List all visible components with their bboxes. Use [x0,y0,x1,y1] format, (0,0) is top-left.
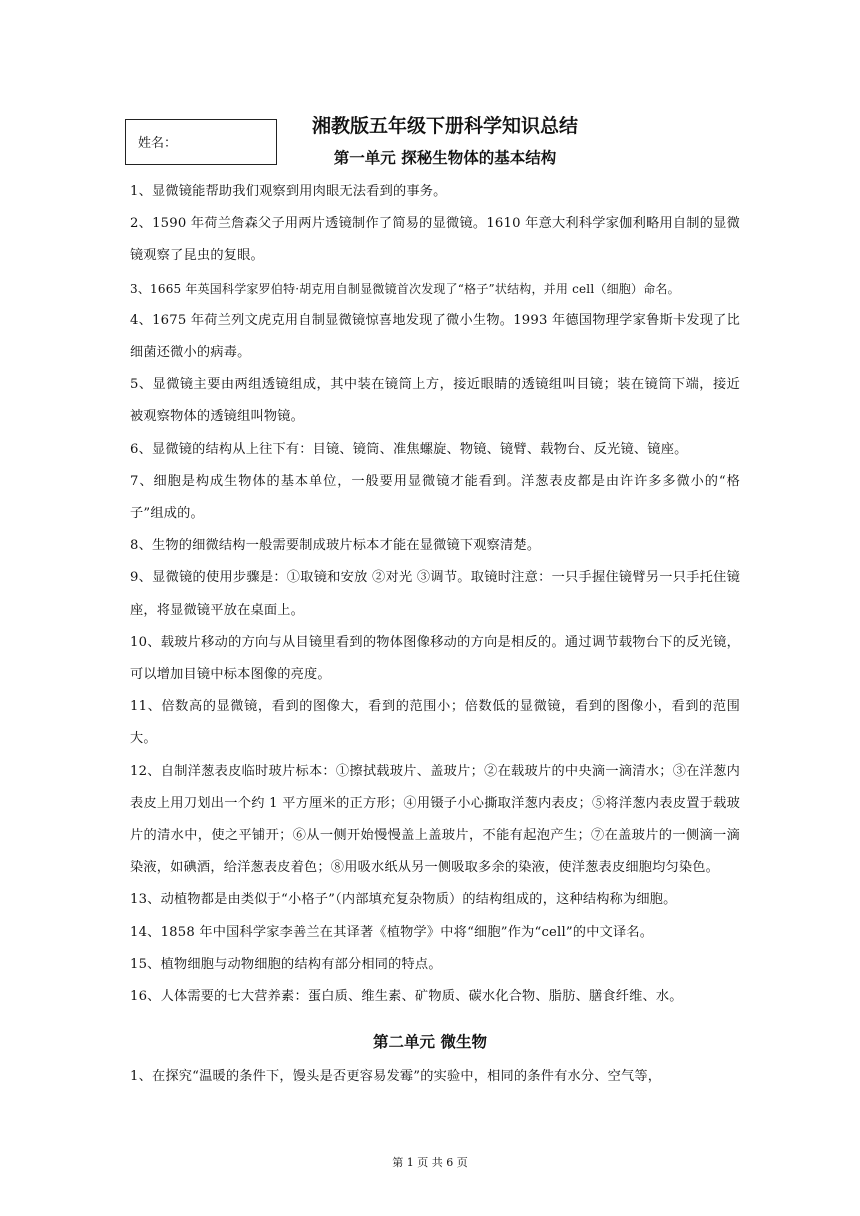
list-item: 14、1858 年中国科学家李善兰在其译著《植物学》中将“细胞”作为“cell”的中文译名。 [130,924,654,940]
list-item: 13、动植物都是由类似于“小格子”（内部填充复杂物质）的结构组成的，这种结构称为细胞。 [130,892,677,908]
unit1-item-list [130,176,740,1013]
list-item: 5、显微镜主要由两组透镜组成，其中装在镜筒上方，接近眼睛的透镜组叫目镜；装在镜筒下端，接近被观察物体的透镜组叫物镜。 [130,377,740,425]
unit1-title: 第一单元 探秘生物体的基本结构 [333,149,557,167]
list-item: 9、显微镜的使用步骤是：①取镜和安放 ②对光 ③调节。取镜时注意：一只手握住镜臂另一只手托住镜座，将显微镜平放在桌面上。 [130,570,740,618]
list-item: 15、植物细胞与动物细胞的结构有部分相同的特点。 [130,956,442,972]
list-item: 2、1590 年荷兰詹森父子用两片透镜制作了简易的显微镜。1610 年意大利科学家伽利略用自制的显微镜观察了昆虫的复眼。 [130,216,740,264]
list-item: 1、在探究“温暖的条件下，馒头是否更容易发霉”的实验中，相同的条件有水分、空气等， [130,1069,662,1084]
unit2-title: 第二单元 微生物 [373,1033,487,1051]
list-item: 6、显微镜的结构从上往下有：目镜、镜筒、准焦螺旋、物镜、镜臂、载物台、反光镜、镜座。 [130,441,688,457]
list-item: 1、显微镜能帮助我们观察到用肉眼无法看到的事务。 [130,184,447,199]
name-label: 姓名： [138,136,178,151]
list-item: 3、1665 年英国科学家罗伯特·胡克用自制显微镜首次发现了“格子”状结构，并用 cell（细胞）命名。 [130,281,680,296]
list-item: 11、倍数高的显微镜，看到的图像大，看到的范围小；倍数低的显微镜，看到的图像小，看到的范围大。 [130,699,740,747]
document-title: 湘教版五年级下册科学知识总结 [311,115,578,137]
list-item: 12、自制洋葱表皮临时玻片标本：①擦拭载玻片、盖玻片；②在载玻片的中央滴一滴清水；③在洋葱内表皮上用刀划出一个约 1 平方厘米的正方形；④用镊子小心撕取洋葱内表皮；⑤将洋葱内表皮置于载玻片的清水中，使之平铺开；⑥从一侧开始慢慢盖上盖玻片，不能有起泡产生；⑦在盖玻片的一侧滴一滴染液，如碘酒，给洋葱表皮着色；⑧用吸水纸从另一侧吸取多余的染液，使洋葱表皮细胞均匀染色。 [130,763,740,876]
page-number: 第 1 页 共 6 页 [392,1156,468,1169]
list-item: 10、载玻片移动的方向与从目镜里看到的物体图像移动的方向是相反的。通过调节载物台下的反光镜，可以增加目镜中标本图像的亮度。 [130,634,740,683]
list-item: 8、生物的细微结构一般需要制成玻片标本才能在显微镜下观察清楚。 [130,538,541,554]
list-item: 4、1675 年荷兰列文虎克用自制显微镜惊喜地发现了微小生物。1993 年德国物理学家鲁斯卡发现了比细菌还微小的病毒。 [130,312,740,361]
list-item: 16、人体需要的七大营养素：蛋白质、维生素、矿物质、碳水化合物、脂肪、膳食纤维、水。 [130,989,683,1005]
list-item: 7、细胞是构成生物体的基本单位，一般要用显微镜才能看到。洋葱表皮都是由许许多多微小的“格子”组成的。 [130,473,740,522]
